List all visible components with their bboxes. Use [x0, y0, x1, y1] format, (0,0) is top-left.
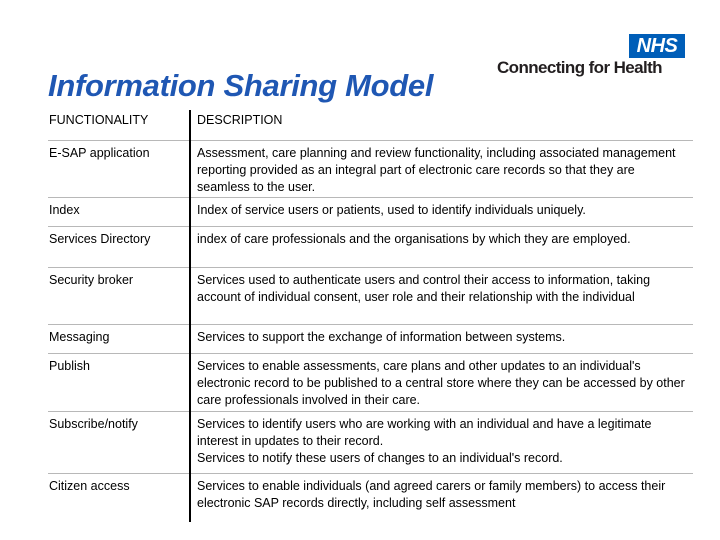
- row-description: [197, 474, 693, 520]
- row-description: [197, 354, 693, 411]
- table-row: [48, 268, 693, 325]
- description-line: Services to identify users who are working with an individual and have a legitimate interest in updates to their record.: [197, 417, 652, 448]
- description-line: Services to support the exchange of information between systems.: [197, 330, 566, 344]
- table-row: [48, 141, 693, 198]
- table-row: [48, 325, 693, 354]
- row-functionality: Index: [49, 203, 80, 217]
- row-functionality: Subscribe/notify: [49, 417, 138, 431]
- row-functionality: Security broker: [49, 273, 134, 287]
- description-line: Services used to authenticate users and control their access to information, taking account of individual consent, user role and their relationship with the individual: [197, 273, 651, 304]
- row-description: [197, 227, 693, 267]
- row-functionality: Messaging: [49, 330, 110, 344]
- row-description: [197, 141, 693, 197]
- table-row: [48, 354, 693, 412]
- row-functionality: Services Directory: [49, 232, 151, 246]
- table-row: [48, 227, 693, 268]
- description-line: Assessment, care planning and review functionality, including associated management reporting provided as an integral part of electronic care records so that they are seamless to the user.: [197, 146, 676, 194]
- page-title: Information Sharing Model: [48, 68, 434, 103]
- functionality-table: [48, 110, 693, 520]
- row-description: [197, 325, 693, 353]
- row-functionality: E-SAP application: [49, 146, 150, 160]
- row-description: [197, 412, 693, 473]
- row-description: [197, 268, 693, 324]
- description-line: Services to notify these users of changes to an individual's record.: [197, 451, 563, 465]
- row-functionality: Publish: [49, 359, 90, 373]
- header-functionality: FUNCTIONALITY: [49, 113, 149, 127]
- description-line: Index of service users or patients, used to identify individuals uniquely.: [197, 203, 586, 217]
- table-row: [48, 412, 693, 474]
- logo-tagline: Connecting for Health: [497, 58, 662, 77]
- table-header-row: [48, 110, 693, 141]
- nhs-logo: NHS: [629, 34, 685, 58]
- header-description: DESCRIPTION: [197, 113, 283, 127]
- column-divider: [189, 110, 191, 522]
- row-functionality: Citizen access: [49, 479, 130, 493]
- table-row: [48, 474, 693, 520]
- description-line: Services to enable individuals (and agreed carers or family members) to access their electronic SAP records directly, including self assessment: [197, 479, 666, 510]
- table-row: [48, 198, 693, 227]
- description-line: Services to enable assessments, care plans and other updates to an individual's electronic record to be published to a central store where they can be accessed by other care professionals involved in their care.: [197, 359, 685, 407]
- description-line: index of care professionals and the organisations by which they are employed.: [197, 232, 631, 246]
- row-description: [197, 198, 693, 226]
